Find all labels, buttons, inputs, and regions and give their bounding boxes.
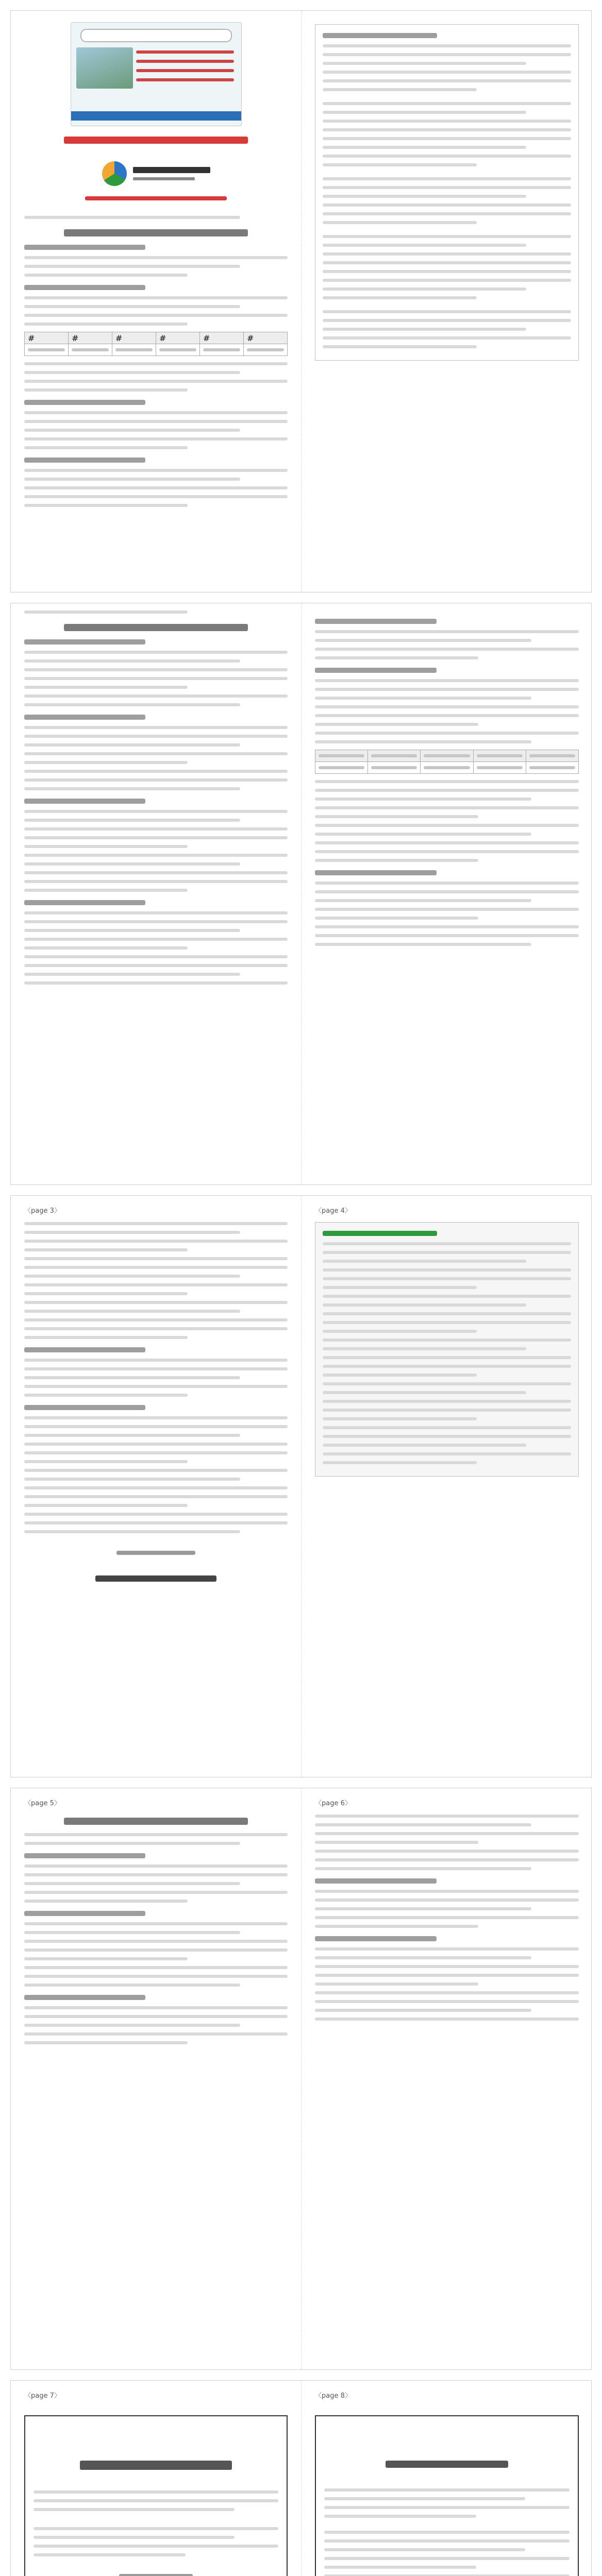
contract-terms-column [11, 1196, 302, 1777]
page-label: 〈page 7〉 [24, 2392, 61, 2400]
section-heading [24, 639, 145, 645]
issuing-authority [95, 1575, 216, 1582]
table-header: # [112, 332, 156, 344]
section-heading [24, 285, 145, 290]
banner-text-line [136, 78, 234, 81]
page-label: 〈page 3〉 [24, 1207, 61, 1215]
table-header: # [156, 332, 200, 344]
consent-form-column [302, 2381, 592, 2576]
page-1 [10, 10, 592, 592]
page-4 [10, 1788, 592, 2370]
table-row [315, 762, 579, 774]
province-emblem-icon [102, 161, 127, 186]
red-notice [85, 196, 227, 200]
promo-banner [71, 22, 242, 126]
special-terms-continued [302, 1788, 592, 2369]
section-heading [315, 619, 437, 624]
announcement-column [11, 603, 302, 1184]
main-title [64, 137, 248, 144]
pledge-form-title [80, 2461, 232, 2470]
banner-headline-bar [80, 29, 232, 42]
document-date [116, 1551, 195, 1555]
page-2 [10, 603, 592, 1185]
banner-text-line [136, 60, 234, 63]
notice-column [302, 1196, 592, 1777]
table-header: # [200, 332, 244, 344]
banner-url-strip [71, 111, 241, 121]
schedule-table [315, 750, 579, 774]
page-label: 〈page 8〉 [315, 2392, 352, 2400]
fee-table [24, 332, 288, 356]
notice-box [315, 24, 579, 361]
schedule-column [302, 603, 592, 1184]
banner-photo [76, 47, 133, 89]
announcement-title [64, 624, 248, 631]
section-heading [24, 715, 145, 720]
page-3 [10, 1195, 592, 1777]
gov-logo [24, 161, 288, 186]
section-heading [24, 245, 145, 250]
banner-text-line [136, 50, 234, 54]
section-heading [24, 799, 145, 804]
intro-column [302, 11, 592, 592]
page-label: 〈page 5〉 [24, 1800, 61, 1807]
page-label: 〈page 4〉 [315, 1207, 352, 1215]
cover-column [11, 11, 302, 592]
consent-form-title [386, 2461, 508, 2468]
section-heading [315, 668, 437, 673]
notice-title [64, 229, 248, 236]
form-date [119, 2574, 193, 2576]
special-terms-column [11, 1788, 302, 2369]
table-header: # [25, 332, 69, 344]
pledge-form [24, 2415, 288, 2576]
pledge-form-column [11, 2381, 302, 2576]
special-terms-title [64, 1818, 248, 1825]
table-header: # [69, 332, 112, 344]
banner-text-line [136, 69, 234, 72]
table-header: # [244, 332, 288, 344]
page-5 [10, 2380, 592, 2576]
instructions-box [315, 1222, 579, 1477]
page-label: 〈page 6〉 [315, 1800, 352, 1807]
table-row [25, 344, 288, 356]
logo-text [133, 167, 210, 180]
consent-form [315, 2415, 579, 2576]
